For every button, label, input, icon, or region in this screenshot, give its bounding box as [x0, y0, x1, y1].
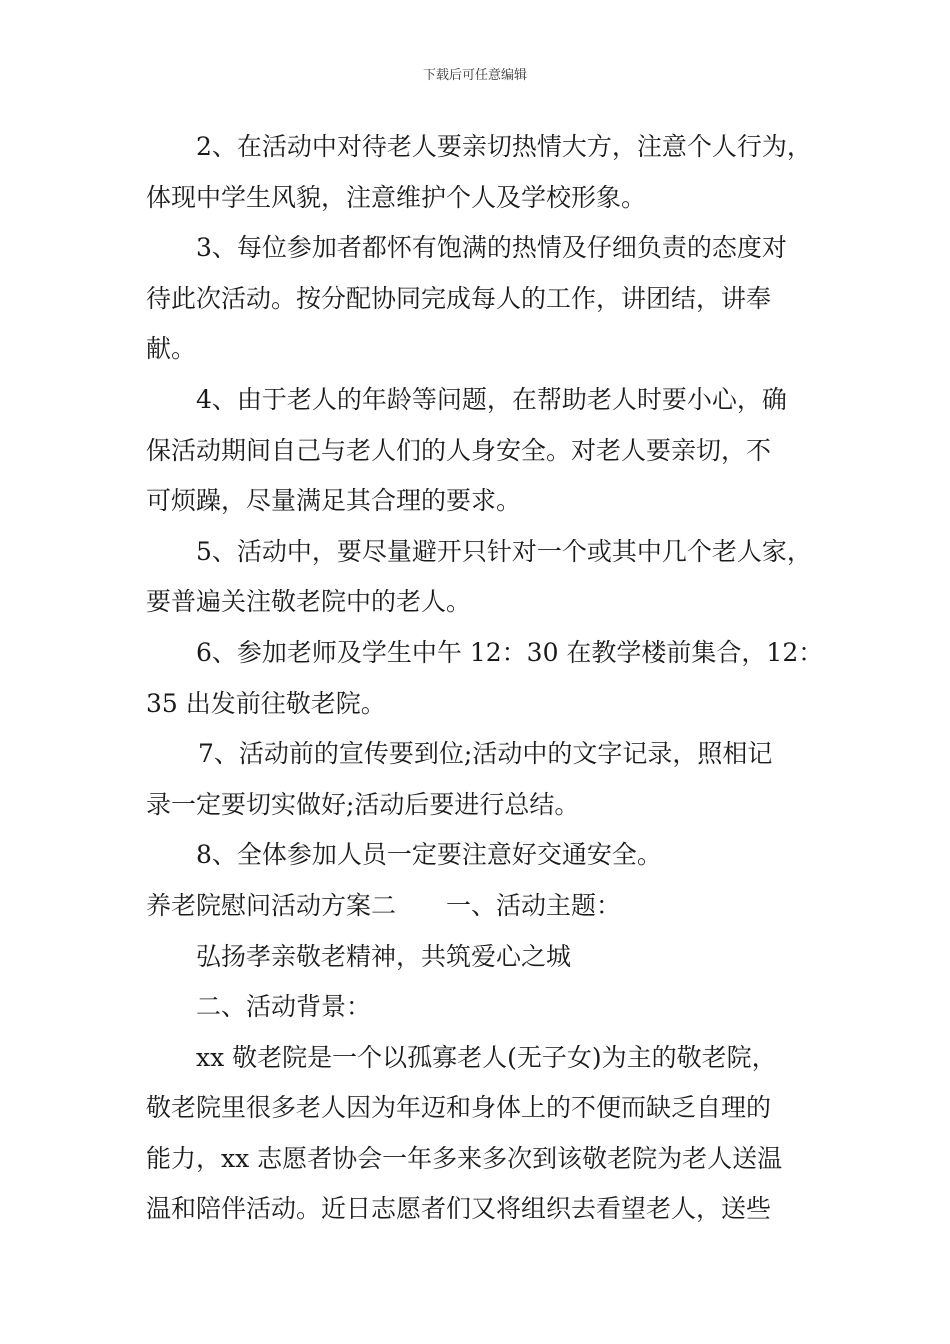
paragraph-line: 待此次活动。按分配协同完成每人的工作，讲团结，讲奉 [146, 283, 772, 313]
paragraph-line: 献。 [146, 334, 197, 364]
paragraph-line: 4、由于老人的年龄等问题，在帮助老人时要小心，确 [196, 384, 787, 414]
paragraph-line: 6、参加老师及学生中午 12：30 在教学楼前集合，12： [196, 637, 824, 667]
paragraph-line: 温和陪伴活动。近日志愿者们又将组织去看望老人，送些 [146, 1194, 772, 1224]
paragraph-line: 体现中学生风貌，注意维护个人及学校形象。 [146, 182, 647, 212]
paragraph-line: xx 敬老院是一个以孤寡老人(无子女)为主的敬老院， [196, 1042, 777, 1072]
theme-line: 弘扬孝亲敬老精神，共筑爱心之城 [196, 941, 572, 971]
paragraph-line: 敬老院里很多老人因为年迈和身体上的不便而缺乏自理的 [146, 1093, 772, 1123]
paragraph-line: 5、活动中，要尽量避开只针对一个或其中几个老人家， [196, 536, 812, 566]
paragraph-line: 要普遍关注敬老院中的老人。 [146, 587, 472, 617]
section-heading: 一、活动主题： [446, 890, 622, 920]
paragraph-line: 录一定要切实做好;活动后要进行总结。 [146, 789, 580, 819]
section-heading-background: 二、活动背景： [196, 992, 372, 1022]
paragraph-line: 3、每位参加者都怀有饱满的热情及仔细负责的态度对 [196, 233, 787, 263]
paragraph-line: 可烦躁，尽量满足其合理的要求。 [146, 486, 522, 516]
paragraph-line: 8、全体参加人员一定要注意好交通安全。 [196, 840, 662, 870]
paragraph-line: 35 出发前往敬老院。 [146, 688, 386, 718]
page-header-note: 下载后可任意编辑 [422, 68, 527, 83]
paragraph-line: 7、活动前的宣传要到位;活动中的文字记录，照相记 [198, 739, 773, 769]
paragraph-line: 2、在活动中对待老人要亲切热情大方，注意个人行为， [196, 132, 812, 161]
paragraph-line: 保活动期间自己与老人们的人身安全。对老人要亲切，不 [146, 435, 772, 465]
document-body [146, 122, 824, 1235]
section-title: 养老院慰问活动方案二 [146, 890, 397, 920]
section-title-line [146, 881, 816, 932]
paragraph-line: 能力，xx 志愿者协会一年多来多次到该敬老院为老人送温 [146, 1143, 783, 1173]
